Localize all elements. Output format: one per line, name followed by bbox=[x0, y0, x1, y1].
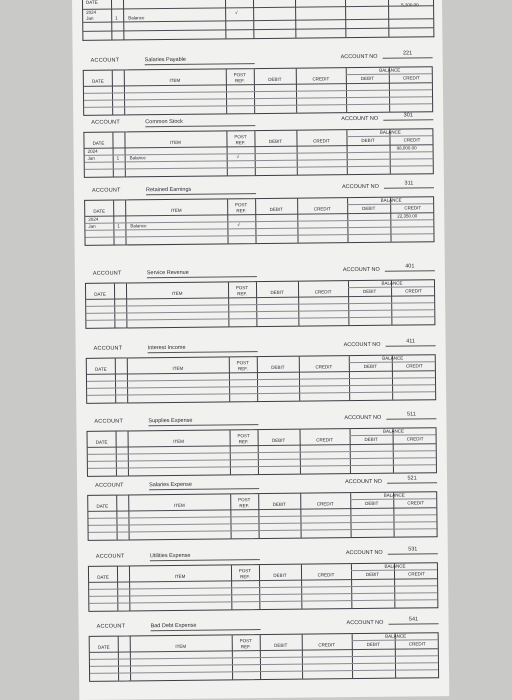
date-header: DATE bbox=[92, 140, 105, 146]
post-header: POST bbox=[234, 134, 247, 140]
item-header: ITEM bbox=[173, 438, 185, 444]
account-no-label: ACCOUNT NO bbox=[341, 115, 379, 123]
entry-month: Jan bbox=[88, 223, 96, 229]
account-name: Service Revenue bbox=[147, 269, 257, 278]
credit-header: CREDIT bbox=[315, 364, 333, 370]
account-name: Salaries Payable bbox=[145, 56, 255, 65]
row-rule bbox=[86, 302, 434, 307]
account-label: ACCOUNT bbox=[96, 623, 126, 630]
account-name: Utilities Expense bbox=[150, 552, 260, 561]
balance-header: BALANCE bbox=[382, 428, 405, 434]
col-divider bbox=[111, 0, 112, 40]
balance-credit-header: CREDIT bbox=[408, 641, 426, 647]
balance-header: BALANCE bbox=[379, 129, 401, 135]
ref-header: REF. bbox=[240, 574, 250, 580]
item-label bbox=[173, 0, 184, 1]
entry-ref: √ bbox=[236, 154, 240, 160]
account-label: ACCOUNT bbox=[92, 270, 122, 277]
item-header: ITEM bbox=[174, 573, 186, 579]
post-header: POST bbox=[237, 433, 250, 439]
entry-day: 1 bbox=[116, 155, 120, 161]
account-name: Common Stock bbox=[145, 118, 255, 127]
ledger-grid bbox=[85, 279, 435, 329]
debit-header: DEBIT bbox=[271, 437, 286, 443]
debit-header: DEBIT bbox=[272, 501, 286, 507]
balance-debit-header: DEBIT bbox=[365, 571, 380, 577]
balance-header: BALANCE bbox=[381, 280, 403, 286]
ledger-311 bbox=[84, 178, 435, 246]
balance-debit-header: DEBIT bbox=[361, 137, 375, 143]
row-rule bbox=[84, 96, 432, 101]
ledger-grid bbox=[83, 128, 433, 178]
entry-balance-credit: 98,000.00 bbox=[396, 145, 417, 151]
row-rule bbox=[84, 89, 432, 94]
entry-day: 1 bbox=[117, 223, 120, 229]
post-header: POST bbox=[236, 360, 249, 366]
ref-header: REF. bbox=[236, 208, 247, 214]
date-header: DATE bbox=[97, 574, 109, 580]
debit-header: DEBIT bbox=[271, 364, 285, 370]
balance-debit-header: DEBIT bbox=[366, 641, 380, 647]
ledger-531 bbox=[88, 544, 439, 612]
row-rule bbox=[90, 662, 438, 667]
account-label: ACCOUNT bbox=[90, 57, 120, 64]
row-rule bbox=[87, 391, 435, 396]
col-divider bbox=[123, 0, 124, 39]
ref-header: REF. bbox=[239, 503, 250, 509]
ledger-grid bbox=[87, 491, 437, 541]
entry-year: 2024 bbox=[88, 216, 99, 222]
balance-credit-header: CREDIT bbox=[406, 436, 424, 442]
entry-item: Balance bbox=[129, 155, 146, 161]
account-label: ACCOUNT bbox=[91, 187, 121, 194]
ledger-221 bbox=[83, 48, 434, 116]
item-header: ITEM bbox=[175, 643, 187, 649]
row-rule bbox=[89, 592, 437, 597]
col-divider bbox=[253, 0, 254, 38]
balance-header: BALANCE bbox=[385, 633, 407, 639]
ledger-541 bbox=[88, 614, 439, 682]
ledger-521 bbox=[87, 473, 438, 541]
post-header: POST bbox=[233, 72, 246, 78]
date-header: DATE bbox=[96, 503, 109, 509]
balance-debit-header: DEBIT bbox=[362, 205, 376, 211]
item-header: ITEM bbox=[169, 77, 181, 83]
account-name: Salaries Expense bbox=[149, 481, 259, 490]
credit-header: CREDIT bbox=[318, 642, 336, 648]
account-label: ACCOUNT bbox=[94, 418, 124, 425]
post-header: POST bbox=[235, 285, 249, 291]
row-rule bbox=[84, 103, 432, 108]
credit-header: CREDIT bbox=[313, 206, 331, 212]
previous-ledger-grid bbox=[82, 0, 434, 41]
row-rule bbox=[90, 669, 438, 674]
ledger-grid bbox=[88, 562, 438, 612]
debit-header: DEBIT bbox=[273, 572, 287, 578]
account-no-label: ACCOUNT NO bbox=[343, 341, 381, 349]
balance-header: BALANCE bbox=[384, 563, 406, 569]
entry-item: Balance bbox=[128, 15, 145, 21]
account-label: ACCOUNT bbox=[91, 119, 120, 126]
ledger-411 bbox=[86, 336, 437, 404]
post-header: POST bbox=[234, 202, 248, 208]
item-header: ITEM bbox=[171, 290, 183, 296]
debit-header: DEBIT bbox=[274, 642, 288, 648]
entry-balance-credit: 5,200.00 bbox=[401, 2, 419, 8]
balance-debit-header: DEBIT bbox=[363, 363, 378, 369]
debit-header: DEBIT bbox=[268, 138, 283, 144]
account-number: 411 bbox=[386, 338, 436, 347]
entry-month: Jan bbox=[87, 155, 95, 161]
post-header: POST bbox=[239, 638, 252, 644]
date-header: DATE bbox=[91, 78, 104, 84]
entry-month: Jan bbox=[86, 15, 94, 21]
row-rule bbox=[87, 384, 435, 389]
ref-header: REF. bbox=[237, 291, 247, 297]
account-name: Supplies Expense bbox=[148, 417, 258, 426]
account-number: 541 bbox=[388, 616, 438, 625]
ref-header: REF. bbox=[235, 140, 246, 146]
row-rule bbox=[89, 599, 437, 604]
account-no-label: ACCOUNT NO bbox=[342, 266, 380, 274]
item-header: ITEM bbox=[173, 502, 185, 508]
balance-header: BALANCE bbox=[382, 355, 404, 361]
balance-credit-header: CREDIT bbox=[404, 205, 422, 211]
ledger-sheet bbox=[72, 0, 449, 700]
row-rule bbox=[89, 528, 437, 533]
date-header: DATE bbox=[94, 366, 107, 372]
ref-header: REF. bbox=[238, 439, 249, 445]
row-rule bbox=[86, 316, 434, 321]
balance-header: BALANCE bbox=[380, 197, 402, 203]
ref-header: REF. bbox=[240, 644, 251, 650]
balance-credit-header: CREDIT bbox=[405, 288, 422, 294]
balance-credit-header: CREDIT bbox=[405, 363, 423, 369]
account-label: ACCOUNT bbox=[95, 482, 124, 489]
ledger-grid bbox=[86, 354, 436, 404]
credit-header: CREDIT bbox=[316, 501, 334, 507]
ledger-401 bbox=[85, 261, 436, 329]
balance-debit-header: DEBIT bbox=[362, 288, 377, 294]
row-rule bbox=[85, 165, 433, 170]
balance-debit-header: DEBIT bbox=[364, 436, 378, 442]
balance-credit-header: CREDIT bbox=[408, 571, 425, 577]
account-name: Interest Income bbox=[148, 344, 258, 353]
row-rule bbox=[88, 464, 436, 469]
entry-year: 2024 bbox=[86, 9, 97, 15]
date-header: DATE bbox=[93, 208, 106, 214]
credit-header: CREDIT bbox=[313, 138, 330, 144]
row-rule bbox=[85, 233, 433, 238]
account-no-label: ACCOUNT NO bbox=[345, 478, 382, 486]
account-number: 301 bbox=[383, 112, 433, 121]
ledger-grid bbox=[89, 632, 439, 682]
account-label: ACCOUNT bbox=[93, 345, 123, 352]
entry-day: 1 bbox=[115, 15, 118, 21]
entry-ref: √ bbox=[235, 10, 238, 16]
account-number: 401 bbox=[385, 263, 435, 272]
balance-header: BALANCE bbox=[383, 492, 405, 498]
date-header: DATE bbox=[95, 439, 108, 445]
account-no-label: ACCOUNT NO bbox=[345, 549, 383, 557]
row-rule bbox=[87, 377, 435, 382]
ref-header: REF. bbox=[237, 366, 248, 372]
item-header: ITEM bbox=[172, 365, 184, 371]
credit-header: CREDIT bbox=[317, 572, 335, 578]
entry-balance-credit: 22,350.00 bbox=[397, 213, 418, 219]
account-number: 221 bbox=[383, 50, 433, 59]
post-header: POST bbox=[238, 568, 252, 574]
credit-header: CREDIT bbox=[316, 437, 334, 443]
row-rule bbox=[89, 585, 437, 590]
ledger-301 bbox=[83, 110, 434, 178]
account-label: ACCOUNT bbox=[95, 553, 125, 560]
date-label: DATE bbox=[85, 0, 98, 5]
ledger-grid bbox=[84, 196, 434, 246]
account-no-label: ACCOUNT NO bbox=[340, 53, 378, 61]
credit-header: CREDIT bbox=[312, 76, 330, 82]
debit-header: DEBIT bbox=[268, 76, 282, 82]
ledger-grid bbox=[87, 427, 437, 477]
balance-debit-header: DEBIT bbox=[360, 75, 374, 81]
ledger-511 bbox=[86, 409, 437, 477]
entry-ref: √ bbox=[237, 222, 240, 228]
row-rule bbox=[88, 514, 436, 519]
account-no-label: ACCOUNT NO bbox=[341, 183, 379, 191]
account-no-label: ACCOUNT NO bbox=[344, 414, 382, 422]
account-no-label: ACCOUNT NO bbox=[346, 619, 384, 627]
account-name: Bad Debt Expense bbox=[151, 622, 261, 631]
date-header: DATE bbox=[97, 644, 110, 650]
account-number: 531 bbox=[388, 546, 438, 555]
row-rule bbox=[90, 655, 438, 660]
post-header: POST bbox=[238, 497, 251, 503]
debit-header: DEBIT bbox=[269, 206, 283, 212]
item-header: ITEM bbox=[170, 139, 181, 145]
account-number: 311 bbox=[384, 180, 434, 189]
balance-credit-header: CREDIT bbox=[403, 137, 421, 143]
ref-header: REF. bbox=[234, 78, 245, 84]
balance-header: BALANCE bbox=[379, 67, 401, 73]
credit-header: CREDIT bbox=[314, 289, 332, 295]
balance-credit-header: CREDIT bbox=[402, 75, 420, 81]
row-rule bbox=[86, 309, 434, 314]
ledger-grid bbox=[83, 66, 433, 116]
account-number: 521 bbox=[387, 475, 437, 484]
entry-item: Balance bbox=[130, 223, 147, 229]
row-rule bbox=[88, 521, 436, 526]
account-name: Retained Earnings bbox=[146, 186, 256, 195]
col-divider bbox=[225, 0, 226, 38]
row-rule bbox=[88, 457, 436, 462]
row-rule bbox=[88, 450, 436, 455]
date-header: DATE bbox=[94, 291, 106, 297]
balance-debit-header: DEBIT bbox=[365, 500, 379, 506]
entry-year: 2024 bbox=[87, 148, 98, 154]
item-header: ITEM bbox=[170, 207, 182, 213]
balance-credit-header: CREDIT bbox=[407, 500, 425, 506]
debit-header: DEBIT bbox=[270, 289, 284, 295]
account-number: 511 bbox=[386, 411, 436, 420]
